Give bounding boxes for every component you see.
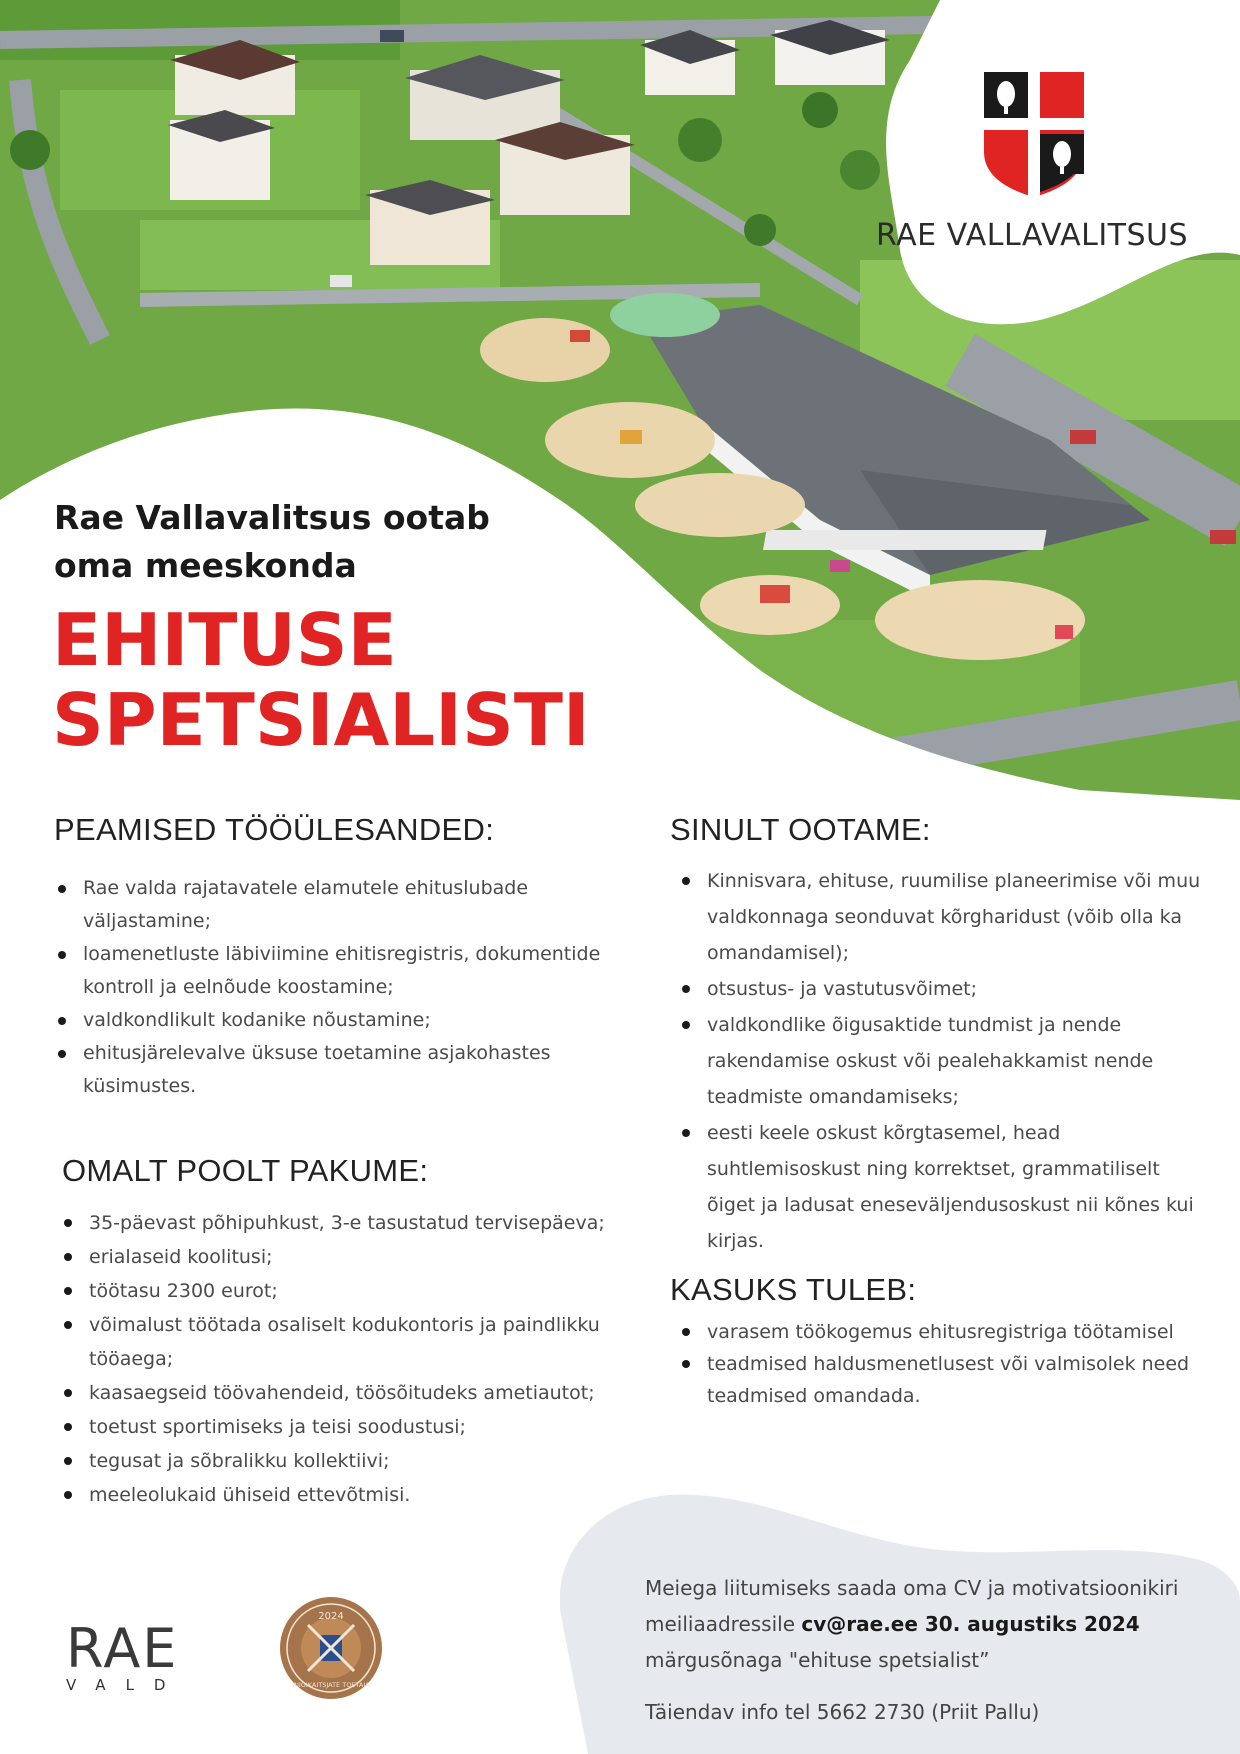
- list-item: kaasaegseid töövahendeid, töösõitudeks ametiautot;: [62, 1376, 622, 1410]
- rae-logo-text: RAE: [66, 1617, 179, 1675]
- contact-line-2: [645, 1606, 1205, 1642]
- list-item: 35-päevast põhipuhkust, 3-e tasustatud tervisepäeva;: [62, 1206, 622, 1240]
- contact-line-1: Meiega liitumiseks saada oma CV ja motivatsioonikiri: [645, 1576, 1179, 1600]
- list-item: valdkondlikult kodanike nõustamine;: [56, 1004, 656, 1037]
- list-item: Rae valda rajatavatele elamutele ehituslubade väljastamine;: [56, 872, 656, 938]
- list-item: teadmised haldusmenetlusest või valmisolek need teadmised omandada.: [680, 1348, 1210, 1412]
- duties-list: [56, 872, 656, 1103]
- job-title-line-1: EHITUSE: [52, 598, 397, 682]
- list-item: meeleolukaid ühiseid ettevõtmisi.: [62, 1478, 622, 1512]
- intro-line-1: Rae Vallavalitsus ootab: [54, 498, 490, 537]
- list-item: tegusat ja sõbralikku kollektiivi;: [62, 1444, 622, 1478]
- list-item: töötasu 2300 eurot;: [62, 1274, 622, 1308]
- requirements-list: [680, 863, 1210, 1259]
- riigikaitsjate-toetaja-badge: [278, 1595, 384, 1701]
- contact-phone: Täiendav info tel 5662 2730 (Priit Pallu): [645, 1700, 1040, 1724]
- list-item: ehitusjärelevalve üksuse toetamine asjakohastes küsimustes.: [56, 1037, 656, 1103]
- bonus-list: [680, 1316, 1210, 1412]
- job-title-line-2: SPETSIALISTI: [52, 678, 590, 762]
- list-item: varasem töökogemus ehitusregistriga töötamisel: [680, 1316, 1210, 1348]
- intro-line-2: oma meeskonda: [54, 546, 357, 585]
- list-item: valdkondlike õigusaktide tundmist ja nende rakendamise oskust või pealehakkamist nende teadmiste omandamiseks;: [680, 1007, 1210, 1115]
- contact-info: [645, 1570, 1205, 1730]
- offer-heading: OMALT POOLT PAKUME:: [62, 1153, 429, 1188]
- duties-heading: PEAMISED TÖÖÜLESANDED:: [54, 812, 495, 847]
- shield-icon: [872, 62, 1192, 202]
- contact-line-3: märgusõnaga "ehituse spetsialist”: [645, 1648, 990, 1672]
- list-item: võimalust töötada osaliselt kodukontoris ja paindlikku tööaega;: [62, 1308, 622, 1376]
- intro-heading: [54, 494, 574, 590]
- contact-line-2-prefix: meiliaadressile: [645, 1612, 802, 1636]
- job-title: [52, 600, 672, 760]
- badge-text: RIIGIKAITSJATE TOETAJA: [292, 1681, 370, 1689]
- rae-logo-subtext: VALD: [66, 1676, 186, 1694]
- list-item: otsustus- ja vastutusvõimet;: [680, 971, 1210, 1007]
- list-item: loamenetluste läbiviimine ehitisregistris, dokumentide kontroll ja eelnõude koostamine;: [56, 938, 656, 1004]
- bonus-heading: KASUKS TULEB:: [670, 1272, 917, 1307]
- list-item: Kinnisvara, ehituse, ruumilise planeerimise või muu valdkonnaga seonduvat kõrgharidust (võib olla ka omandamisel);: [680, 863, 1210, 971]
- offer-list: [62, 1206, 622, 1512]
- contact-deadline: 30. augustiks 2024: [917, 1612, 1140, 1636]
- requirements-heading: SINULT OOTAME:: [670, 812, 931, 847]
- list-item: eesti keele oskust kõrgtasemel, head suhtlemisoskust ning korrektset, grammatiliselt õiget ja ladusat eneseväljendusoskust nii kõnes kui kirjas.: [680, 1115, 1210, 1259]
- organization-name: RAE VALLAVALITSUS: [876, 218, 1189, 253]
- contact-email[interactable]: cv@rae.ee: [801, 1612, 918, 1636]
- badge-year: 2024: [318, 1611, 344, 1622]
- list-item: erialaseid koolitusi;: [62, 1240, 622, 1274]
- list-item: toetust sportimiseks ja teisi soodustusi;: [62, 1410, 622, 1444]
